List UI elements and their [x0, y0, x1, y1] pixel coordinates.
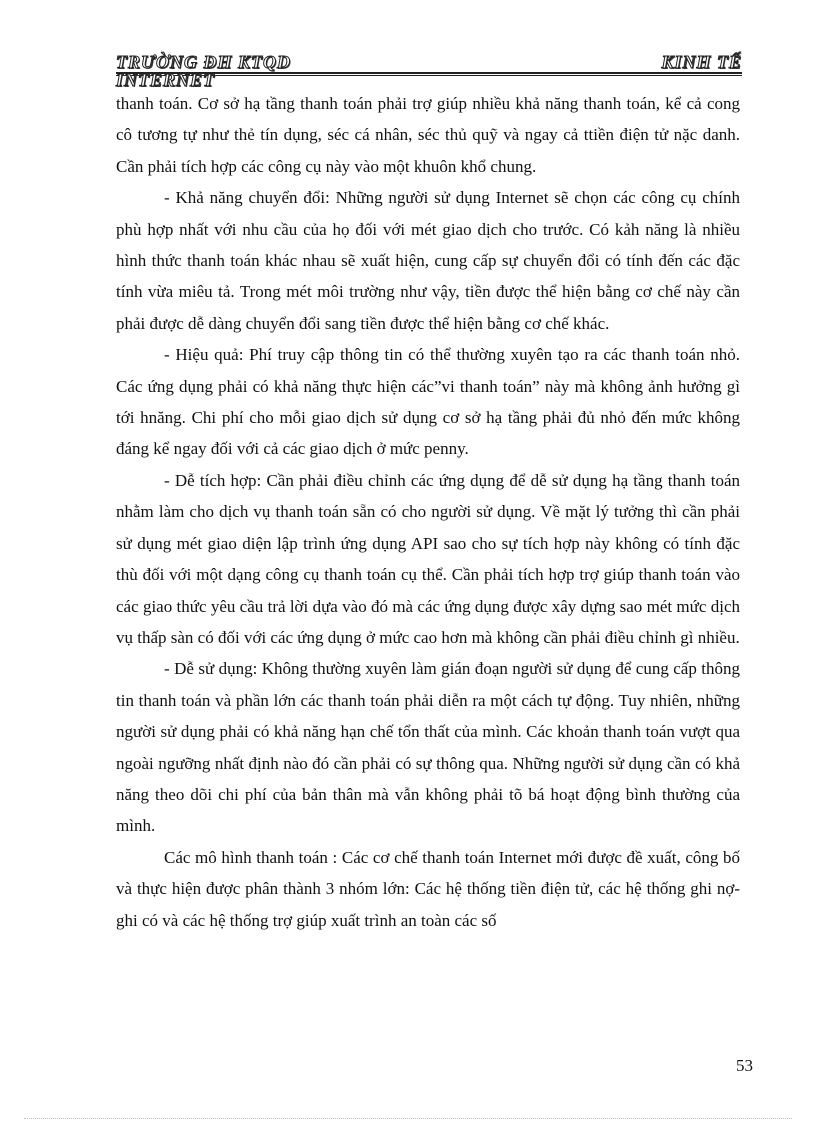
paragraph-convertibility: - Khả năng chuyển đổi: Những người sử dụng Internet sẽ chọn các công cụ chính phù hợp nhất với nhu cầu của họ đối với mét giao dịch cho trước. Có kảh năng là nhiều hình thức thanh toán khác nhau sẽ xuất hiện, cung cấp sự chuyển đổi có tính đến các đặc tính vừa miêu tả. Trong mét môi trường như vậy, tiền được thể hiện bằng cơ chế này cần phải được dễ dàng chuyển đổi sang tiền được thể hiện bằng cơ chế khác. [116, 188, 740, 333]
paragraph-efficiency: - Hiệu quả: Phí truy cập thông tin có thể thường xuyên tạo ra các thanh toán nhỏ. Các ứng dụng phải có khả năng thực hiện các”vi thanh toán” này mà không ảnh hưởng gì tới hnăng. Chi phí cho mỗi giao dịch sử dụng cơ sở hạ tầng phải đủ nhỏ đến mức không đáng kể ngay đối với cả các giao dịch ở mức penny. [116, 345, 740, 459]
page-header [116, 52, 742, 90]
paragraph-ease-of-use: - Dễ sử dụng: Không thường xuyên làm gián đoạn người sử dụng để cung cấp thông tin thanh toán và phần lớn các thanh toán phải diễn ra một cách tự động. Tuy nhiên, những người sử dụng phải có khả năng hạn chế tổn thất của mình. Các khoản thanh toán vượt qua ngoài ngưỡng nhất định nào đó cần phải có sự thông qua. Những người sử dụng cần có khả năng theo dõi chi phí của bản thân mà vẫn không phải tõ bá hoạt động bình thường của mình. [116, 659, 740, 836]
paragraph-integration: - Dễ tích hợp: Cần phải điều chỉnh các ứng dụng để dễ sử dụng hạ tầng thanh toán nhằm làm cho dịch vụ thanh toán sẵn có cho người sử dụng. Về mặt lý tưởng thì cần phải sử dụng mét giao diện lập trình ứng dụng API sao cho sự tích hợp này không có tính đặc thù đối với một dạng công cụ thanh toán cụ thể. Cần phải tích hợp trợ giúp thanh toán vào các giao thức yêu cầu trả lời dựa vào đó mà các ứng dụng được xây dựng sao mét mức dịch vụ thấp sàn có đối với các ứng dụng ở mức cao hơn mà không cần phải điều chỉnh gì nhiều. [116, 470, 740, 647]
page-number: 53 [736, 1056, 753, 1075]
page-body [116, 88, 740, 936]
footer-rule [24, 1118, 792, 1119]
header-second-line: INTERNET [116, 70, 216, 90]
paragraph-continuation: thanh toán. Cơ sở hạ tầng thanh toán phải trợ giúp nhiều khả năng thanh toán, kể cả cong cô tương tự như thẻ tín dụng, séc cá nhân, séc thủ quỹ và ngay cả ttiền điện tử nặc danh. Cần phải tích hợp các công cụ này vào một khuôn khổ chung. [116, 94, 740, 176]
header-right-title: KINH TẾ [661, 52, 742, 72]
paragraph-payment-models: Các mô hình thanh toán : Các cơ chế thanh toán Internet mới được đề xuất, công bố và thực hiện được phân thành 3 nhóm lớn: Các hệ thống tiền điện tử, các hệ thống ghi nợ- ghi có và các hệ thống trợ giúp xuất trình an toàn các số [116, 847, 740, 930]
header-left-title: TRƯỜNG ĐH KTQD [116, 52, 291, 72]
